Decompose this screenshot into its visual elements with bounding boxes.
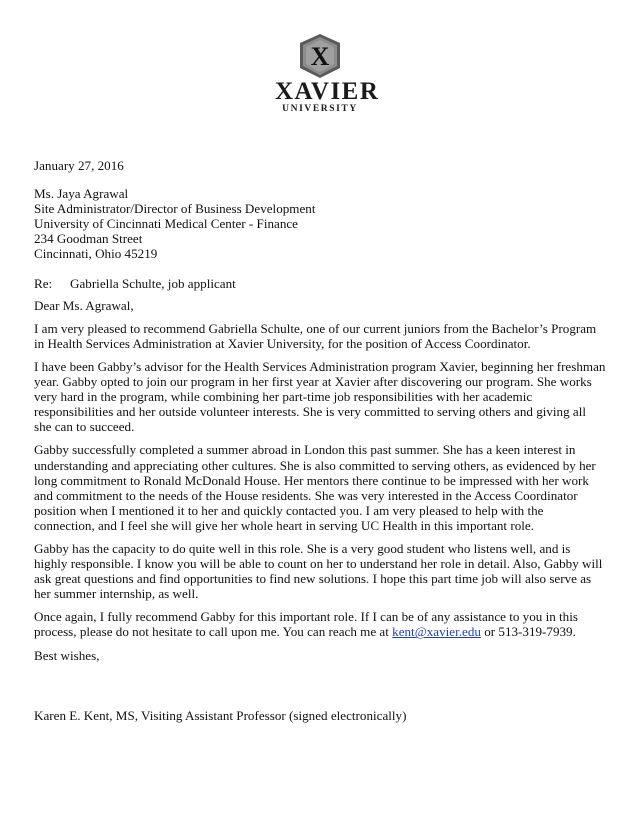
recipient-title: Site Administrator/Director of Business Development [34, 201, 316, 217]
paragraph-5 [34, 609, 606, 639]
xavier-university-logo [275, 33, 380, 123]
shield-emblem-icon [297, 33, 343, 79]
emblem-letter: X [310, 42, 330, 71]
salutation: Dear Ms. Agrawal, [34, 297, 134, 313]
phone-text: or 513-319-7939. [480, 624, 576, 640]
re-text: Gabriella Schulte, job applicant [70, 275, 236, 291]
paragraph-3: Gabby successfully completed a summer abroad in London this past summer. She has a keen interest in understanding and appreciating other cultures. She is also committed to serving others, as evidenced by her long commitment to Ronald McDonald House. Her mentors there continue to be impressed with her work and commitment to the needs of the House residents. She was very interested in the Access Coordinator position when I mentioned it to her and quickly contacted you. I am very pleased to help with the connection, and I feel she will give her whole heart in serving UC Health in this important role. [34, 442, 596, 533]
email-link[interactable]: kent@xavier.edu [392, 624, 481, 640]
logo-name: XAVIER [275, 78, 380, 105]
recipient-name: Ms. Jaya Agrawal [34, 186, 129, 202]
paragraph-4: Gabby has the capacity to do quite well in this role. She is a very good student who listens well, and is highly responsible. I know you will be able to count on her to understand her role in detail. Also, Gabby will ask great questions and find opportunities to find new solutions. I hope this part time job will also serve as her summer internship, as well. [34, 540, 603, 602]
closing: Best wishes, [34, 647, 100, 663]
logo-subname: UNIVERSITY [282, 104, 358, 114]
paragraph-2: I have been Gabby’s advisor for the Health Services Administration program Xavier, beginning her freshman year. Gabby opted to join our program in her first year at Xavier after discovering our program. She works very hard in the program, while combining her part-time job responsibilities with her academic responsibilities and her outside volunteer interests. She is very committed to serving others and giving all she can to succeed. [34, 358, 606, 435]
recipient-organization: University of Cincinnati Medical Center - Finance [34, 216, 298, 232]
letter-date: January 27, 2016 [34, 158, 124, 173]
recipient-street: 234 Goodman Street [34, 231, 143, 247]
paragraph-5-text: Once again, I fully recommend Gabby for this important role. If I can be of any assistance to you in this process, please do not hesitate to call upon me. You can reach me at [34, 609, 578, 640]
recipient-city: Cincinnati, Ohio 45219 [34, 246, 158, 262]
re-line [34, 276, 606, 291]
paragraph-1: I am very pleased to recommend Gabriella Schulte, one of our current juniors from the Bachelor’s Program in Health Services Administration at Xavier University, for the position of Access Coordinator. [34, 320, 597, 351]
letter-body [34, 158, 606, 723]
recipient-address [34, 186, 606, 261]
signature: Karen E. Kent, MS, Visiting Assistant Professor (signed electronically) [34, 707, 407, 723]
re-label: Re: [34, 275, 53, 291]
